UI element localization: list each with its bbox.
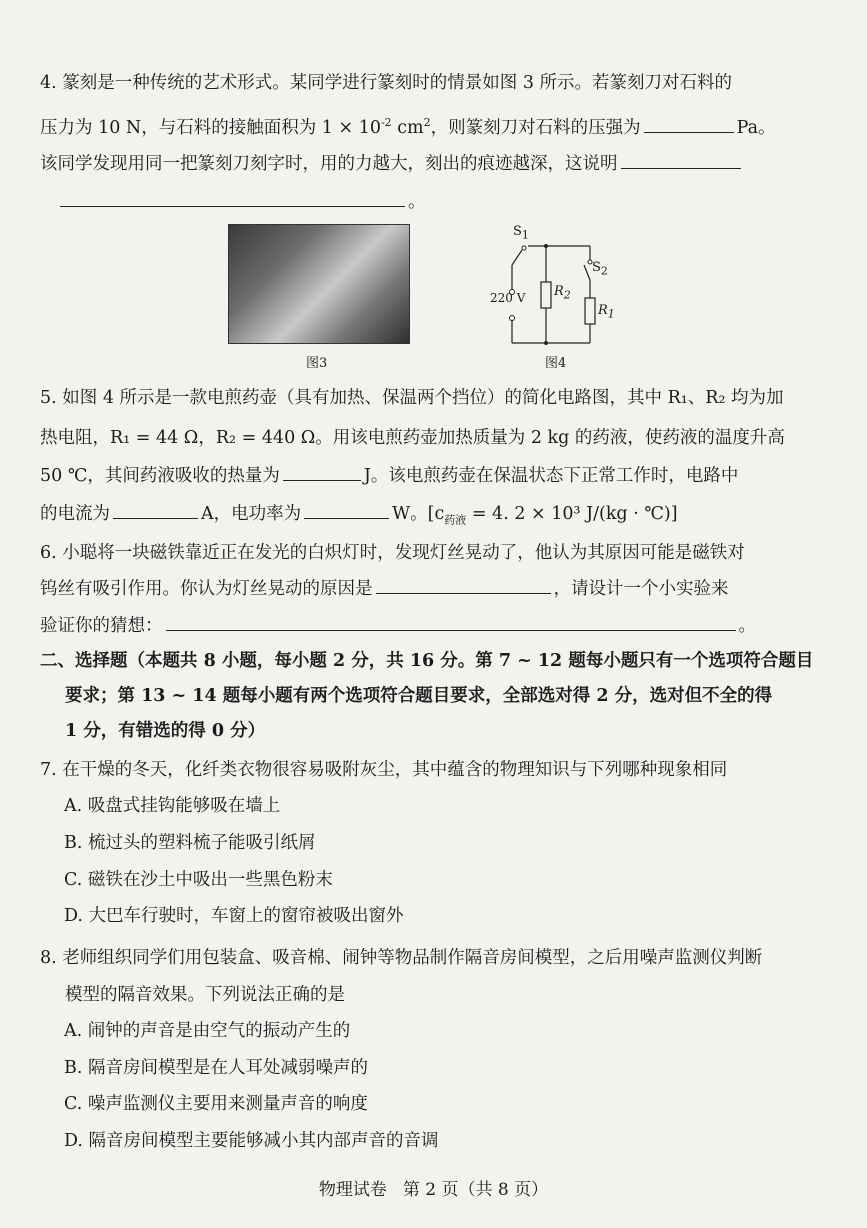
q4-line-2 [40,110,776,141]
s2-letter: S [592,260,601,275]
q8-option-a[interactable]: A. 闹钟的声音是由空气的振动产生的 [64,1021,351,1041]
q5-line-1: 5. 如图 4 所示是一款电煎药壶（具有加热、保温两个挡位）的简化电路图，其中 R₁、R₂ 均为加 [40,388,784,408]
r1-letter: R [598,303,608,318]
q5-power-label: A，电功率为 [201,504,302,524]
q8-stem-1: 8. 老师组织同学们用包装盒、吸音棉、闹钟等物品制作隔音房间模型，之后用噪声监测仪判断 [40,948,763,968]
q6-line-1: 6. 小聪将一块磁铁靠近正在发光的白炽灯时，发现灯丝晃动了，他认为其原因可能是磁铁对 [40,543,745,563]
r1-subscript: 1 [607,307,615,321]
section-2-heading-2: 要求；第 13 ~ 14 题每小题有两个选项符合题目要求，全部选对得 2 分，选对但不全的得 [65,686,773,706]
q7-option-d[interactable]: D. 大巴车行驶时，车窗上的窗帘被吸出窗外 [64,906,404,926]
q7-option-b[interactable]: B. 梳过头的塑料梳子能吸引纸屑 [64,833,316,853]
resistor-r1-label [598,303,615,321]
q5-power-blank[interactable] [304,500,389,519]
q6-reason-blank[interactable] [376,575,551,594]
figure-4-caption: 图4 [545,356,567,371]
q8-stem-2: 模型的隔音效果。下列说法正确的是 [65,985,345,1005]
q5-current-blank[interactable] [113,500,198,519]
q6-period: 。 [738,616,756,636]
section-2-heading-3: 1 分，有错选的得 0 分） [65,721,266,741]
q8-option-c[interactable]: C. 噪声监测仪主要用来测量声音的响度 [64,1094,368,1114]
switch-s2-label [592,260,608,278]
q6-line-3 [40,612,756,639]
q5-line-3-pre: 50 ℃，其间药液吸收的热量为 [40,466,280,486]
q6-line-2-post: ，请设计一个小实验来 [553,579,729,599]
q5-heat-blank[interactable] [283,462,361,481]
q4-conclusion-blank-1[interactable] [621,150,741,169]
q6-experiment-blank[interactable] [166,612,736,631]
q4-line-1: 4. 篆刻是一种传统的艺术形式。某同学进行篆刻时的情景如图 3 所示。若篆刻刀对石料的 [40,73,733,93]
q5-line-2: 热电阻，R₁ = 44 Ω，R₂ = 440 Ω。用该电煎药壶加热质量为 2 kg 的药液，使药液的温度升高 [40,428,785,448]
q5-c-symbol: W。[c [392,504,445,524]
voltage-label: 220 V [490,291,526,305]
q4-exponent: -2 [380,116,392,129]
resistor-r2-label [554,284,571,302]
s1-letter: S [513,224,522,239]
q8-option-d[interactable]: D. 隔音房间模型主要能够减小其内部声音的音调 [64,1131,439,1151]
q5-c-subscript: 药液 [444,513,467,527]
s2-subscript: 2 [600,264,608,278]
q4-line-2-post: ，则篆刻刀对石料的压强为 [430,117,641,138]
s1-subscript: 1 [521,228,529,242]
q4-pressure-blank[interactable] [644,114,734,133]
q6-line-2 [40,575,729,602]
q6-line-3-pre: 验证你的猜想： [40,616,163,636]
r2-letter: R [554,284,564,299]
q6-line-2-pre: 钨丝有吸引作用。你认为灯丝晃动的原因是 [40,579,373,599]
q4-conclusion-blank-2[interactable] [60,188,405,207]
figure-3-caption: 图3 [306,356,328,371]
q4-line-3-text: 该同学发现用同一把篆刻刀刻字时，用的力越大，刻出的痕迹越深，这说明 [40,154,618,174]
q8-option-b[interactable]: B. 隔音房间模型是在人耳处减弱噪声的 [64,1058,368,1078]
section-2-heading-1: 二、选择题（本题共 8 小题，每小题 2 分，共 16 分。第 7 ~ 12 题每小题只有一个选项符合题目 [40,651,814,671]
page-footer [0,1175,867,1200]
q4-line-3 [40,150,744,177]
q5-line-4 [40,500,678,534]
q5-line-3 [40,462,738,489]
figure-3-photo [228,224,410,344]
q5-specific-heat: = 4. 2 × 10³ J/(kg · ℃)] [466,504,678,524]
q4-line-4 [40,188,426,215]
figure-4-circuit [480,220,610,350]
q4-unit-pa: Pa。 [736,117,776,138]
q7-option-c[interactable]: C. 磁铁在沙土中吸出一些黑色粉末 [64,870,333,890]
q7-option-a[interactable]: A. 吸盘式挂钩能够吸在墙上 [64,796,281,816]
q4-unit-cm: cm [391,117,424,138]
footer-subject: 物理试卷 [318,1180,387,1200]
q5-current-label: 的电流为 [40,504,110,524]
q4-exponent-2: 2 [423,116,431,129]
r2-subscript: 2 [563,288,571,302]
q5-line-3-post: J。该电煎药壶在保温状态下正常工作时，电路中 [363,466,739,486]
q4-line-2-pre: 压力为 10 N，与石料的接触面积为 1 × 10 [40,117,381,138]
footer-page-number: 第 2 页（共 8 页） [402,1180,549,1200]
q7-stem: 7. 在干燥的冬天，化纤类衣物很容易吸附灰尘，其中蕴含的物理知识与下列哪种现象相同 [40,760,728,780]
q4-period: 。 [408,192,426,212]
switch-s1-label [513,224,529,242]
